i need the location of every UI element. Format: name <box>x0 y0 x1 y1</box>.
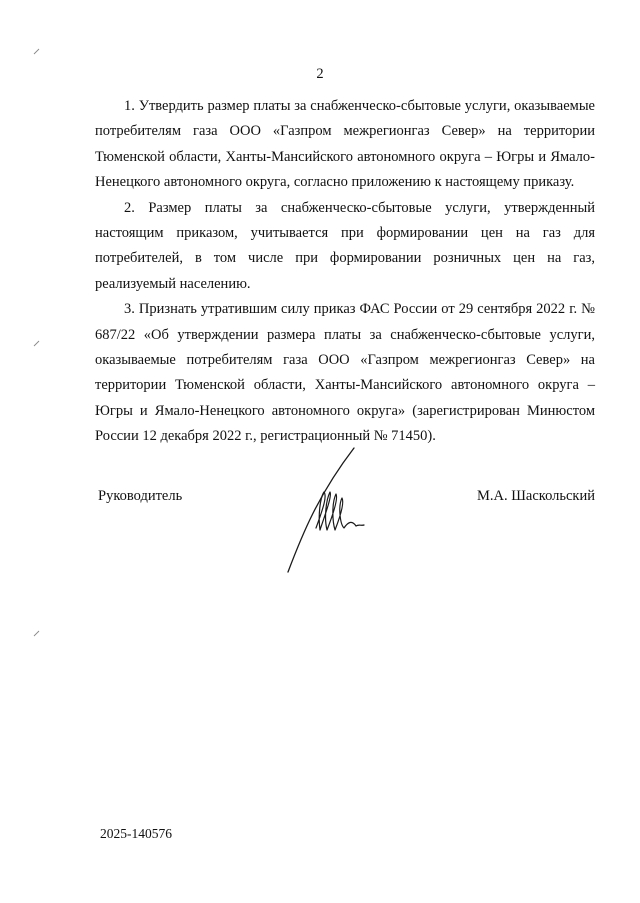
order-body <box>95 94 595 450</box>
scan-speck <box>32 46 42 56</box>
handwritten-signature <box>280 440 380 580</box>
registration-number: 2025-140576 <box>100 826 172 841</box>
signatory-role: Руководитель <box>98 488 183 504</box>
signatory-name: М.А. Шаскольский <box>477 488 595 504</box>
paragraph-1: 1. Утвердить размер платы за снабженческо-сбытовые услуги, оказываемые потребителям газа ООО «Газпром межрегионгаз Север» на территории Тюменской области, Ханты-Мансийского автономного округа – Югры и Ямало-Ненецкого автономного округа, согласно приложению к настоящему приказу. <box>95 98 595 191</box>
page-number: 2 <box>316 66 324 82</box>
scan-speck <box>32 338 42 348</box>
scan-speck <box>32 628 42 638</box>
paragraph-3: 3. Признать утратившим силу приказ ФАС России от 29 сентября 2022 г. № 687/22 «Об утверждении размера платы за снабженческо-сбытовые услуги, оказываемые потребителям газа ООО «Газпром межрегионгаз Север» на территории Тюменской области, Ханты-Мансийского автономного округа – Югры и Ямало-Ненецкого автономного округа» (зарегистрирован Минюстом России 12 декабря 2022 г., регистрационный № 71450). <box>95 301 595 445</box>
paragraph-2: 2. Размер платы за снабженческо-сбытовые услуги, утвержденный настоящим приказом, учитывается при формировании цен на газ для потребителей, в том числе при формировании розничных цен на газ, реализуемый населению. <box>95 199 595 292</box>
